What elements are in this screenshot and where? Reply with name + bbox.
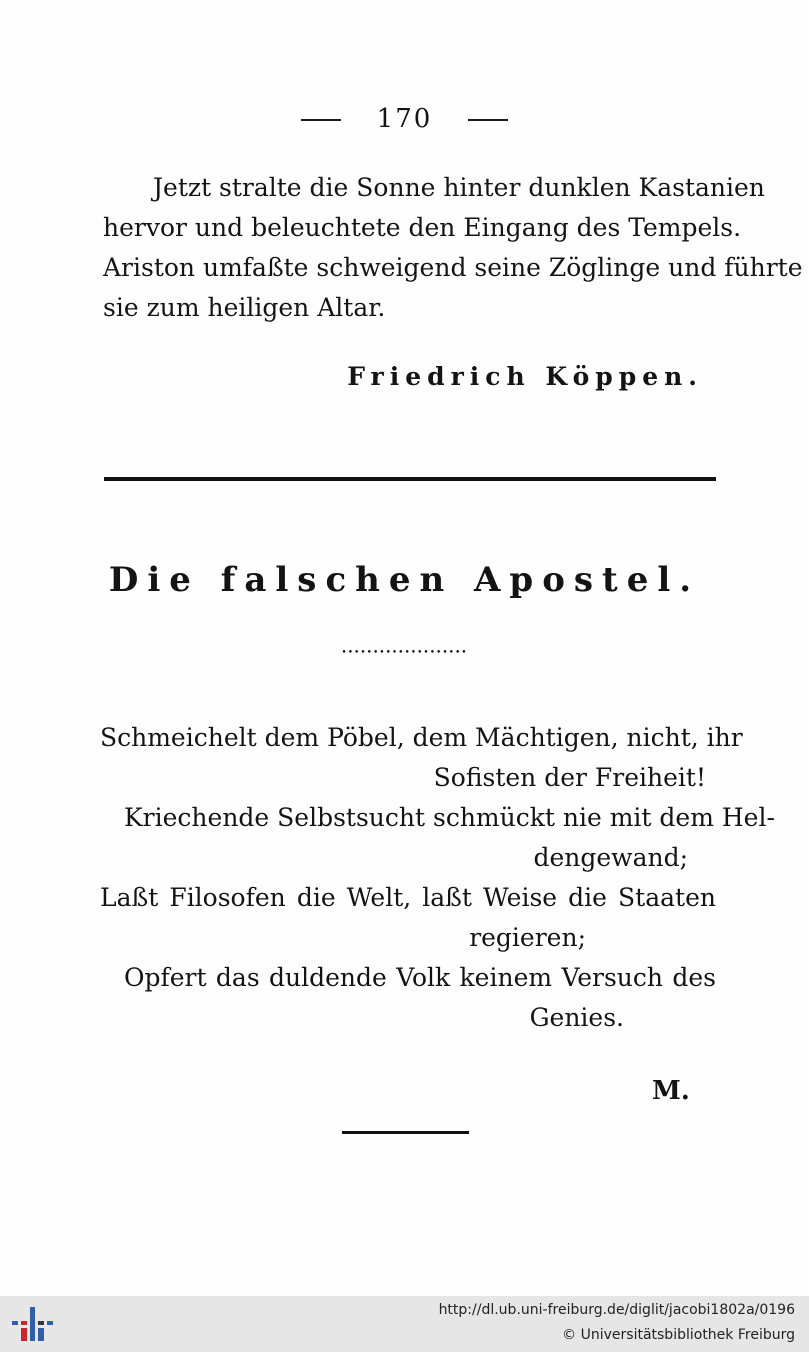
verse-continuation: Genies. (529, 1003, 624, 1032)
header-dash-right (468, 119, 508, 121)
verse-continuation: dengewand; (533, 843, 688, 872)
ornament-dots: •••••••••••••••••••• (341, 648, 468, 658)
end-rule (342, 1131, 469, 1134)
poem-title: Die falschen Apostel. (108, 560, 701, 600)
section-divider (104, 477, 716, 481)
prose-line: sie zum heiligen Altar. (103, 293, 386, 322)
prose-signature: Friedrich Köppen. (347, 362, 703, 391)
header-dash-left (301, 119, 341, 121)
prose-line: hervor und beleuchtete den Eingang des Tempels. (103, 213, 742, 242)
prose-line: Jetzt stralte die Sonne hinter dunklen Kastanien (153, 173, 765, 202)
verse-line: Kriechende Selbstsucht schmückt nie mit dem Hel- (124, 803, 775, 832)
verse-line: Opfert das duldende Volk keinem Versuch des (124, 963, 716, 992)
prose-paragraph (103, 168, 803, 328)
footer-bar (0, 1296, 809, 1352)
library-logo-icon (10, 1304, 54, 1344)
poem-body (100, 718, 775, 1038)
poem-signature: M. (652, 1076, 690, 1106)
footer-url[interactable]: http://dl.ub.uni-freiburg.de/diglit/jacobi1802a/0196 (438, 1302, 795, 1318)
prose-line: Ariston umfaßte schweigend seine Zöglinge und führte (103, 253, 803, 282)
verse-continuation: regieren; (469, 923, 586, 952)
verse-line: Schmeichelt dem Pöbel, dem Mächtigen, nicht, ihr (100, 723, 743, 752)
verse-line: Laßt Filosofen die Welt, laßt Weise die Staaten (100, 883, 716, 912)
footer-copyright: © Universitätsbibliothek Freiburg (562, 1327, 795, 1343)
page-header (0, 104, 809, 134)
page-number: 170 (376, 104, 433, 134)
verse-continuation: Sofisten der Freiheit! (433, 763, 706, 792)
